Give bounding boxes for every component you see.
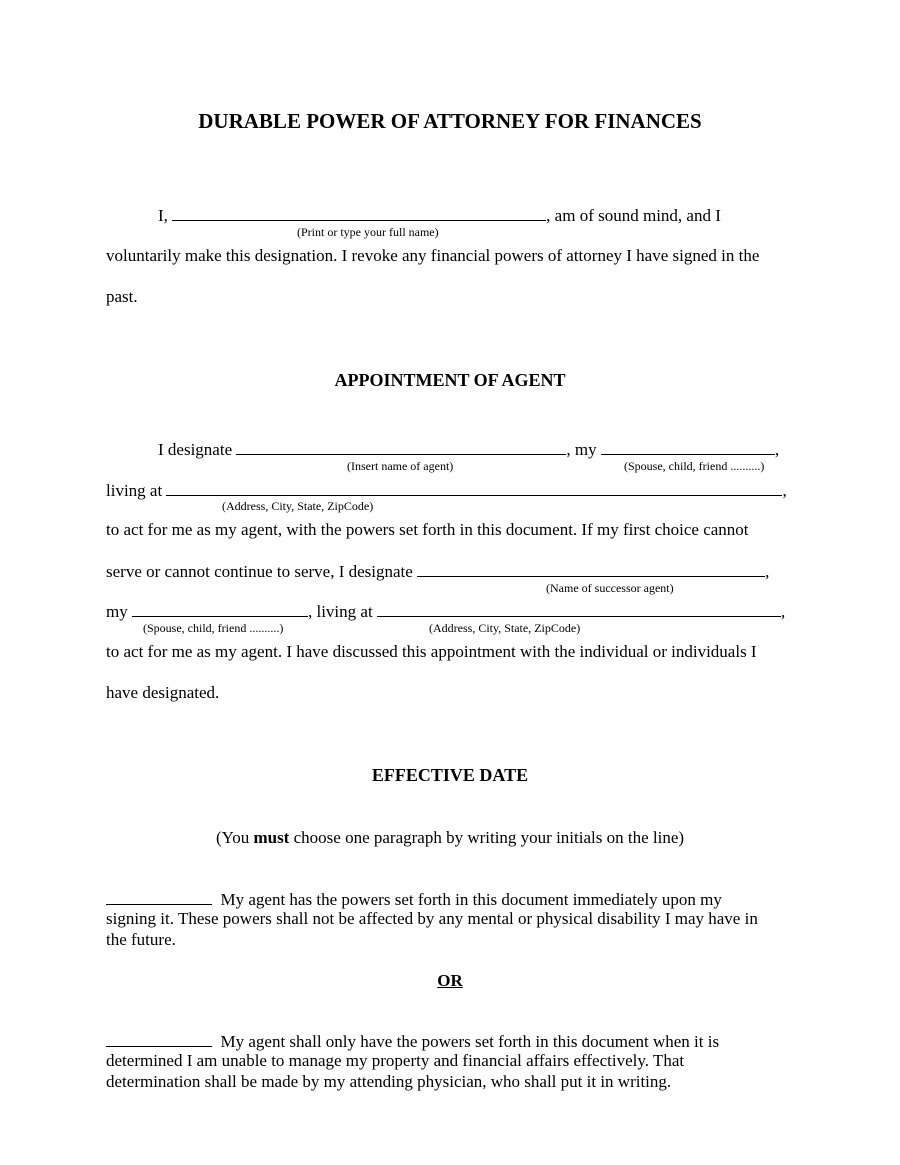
- option-1-line-2: signing it. These powers shall not be affected by any mental or physical disability I may have in: [106, 909, 758, 928]
- full-name-field[interactable]: [172, 206, 546, 221]
- or-divider: OR: [437, 971, 463, 990]
- option-2-line-1: [106, 1032, 719, 1050]
- discussed-line: to act for me as my agent. I have discussed this appointment with the individual or individuals I: [106, 642, 757, 661]
- effective-date-heading: EFFECTIVE DATE: [371, 765, 529, 785]
- option-2-initials-field[interactable]: [106, 1032, 212, 1047]
- intro-line: [158, 206, 721, 224]
- agent-address-field[interactable]: [166, 481, 782, 496]
- effective-instruction: [0, 829, 900, 846]
- instruction-post: choose one paragraph by writing your initials on the line): [289, 828, 685, 847]
- intro-line-3: past.: [106, 287, 138, 306]
- option-1-line-3: the future.: [106, 930, 176, 949]
- option-1-line-1: [106, 890, 722, 908]
- my-label-2: my: [106, 602, 128, 621]
- agent-relation-hint: (Spouse, child, friend ..........): [624, 459, 765, 473]
- agent-relation-field[interactable]: [601, 440, 775, 455]
- my-label: , my: [566, 440, 597, 459]
- comma: ,: [765, 562, 770, 581]
- agent-address-hint: (Address, City, State, ZipCode): [222, 499, 374, 513]
- option-1-initials-field[interactable]: [106, 890, 212, 905]
- option-2-line-3: determination shall be made by my attending physician, who shall put it in writing.: [106, 1072, 672, 1091]
- comma: ,: [782, 481, 787, 500]
- option-2-text-1: My agent shall only have the powers set forth in this document when it is: [220, 1032, 720, 1051]
- option-2-line-2: determined I am unable to manage my property and financial affairs effectively. That: [106, 1051, 685, 1070]
- comma: ,: [774, 440, 780, 459]
- act-line: to act for me as my agent, with the powers set forth in this document. If my first choice cannot: [106, 520, 749, 539]
- appointment-heading: APPOINTMENT OF AGENT: [334, 370, 566, 390]
- successor-name-hint: (Name of successor agent): [546, 581, 674, 595]
- successor-relation-hint: (Spouse, child, friend ..........): [143, 621, 284, 635]
- successor-relation-field[interactable]: [132, 602, 308, 617]
- option-1-text-1: My agent has the powers set forth in this document immediately upon my: [220, 890, 722, 909]
- intro-prefix: I,: [158, 206, 168, 225]
- serve-line: [106, 562, 769, 580]
- living-at-label-2: , living at: [307, 602, 373, 621]
- intro-suffix: , am of sound mind, and I: [546, 206, 721, 225]
- serve-label: serve or cannot continue to serve, I designate: [106, 562, 413, 581]
- instruction-bold: must: [253, 828, 290, 847]
- agent-name-field[interactable]: [236, 440, 566, 455]
- successor-address-field[interactable]: [377, 602, 781, 617]
- living-at-label: living at: [106, 481, 163, 500]
- designated-line: have designated.: [106, 683, 220, 702]
- successor-address-hint: (Address, City, State, ZipCode): [429, 621, 581, 635]
- intro-line-2: voluntarily make this designation. I revoke any financial powers of attorney I have signed in the: [106, 246, 760, 265]
- successor-line: [106, 602, 785, 620]
- agent-name-hint: (Insert name of agent): [347, 459, 454, 473]
- instruction-pre: (You: [215, 828, 254, 847]
- document-title: DURABLE POWER OF ATTORNEY FOR FINANCES: [198, 109, 702, 133]
- full-name-hint: (Print or type your full name): [297, 225, 439, 239]
- successor-name-field[interactable]: [417, 562, 765, 577]
- designate-line: [158, 440, 779, 458]
- living-at-line: [106, 481, 787, 499]
- comma: ,: [780, 602, 786, 621]
- designate-prefix: I designate: [158, 440, 233, 459]
